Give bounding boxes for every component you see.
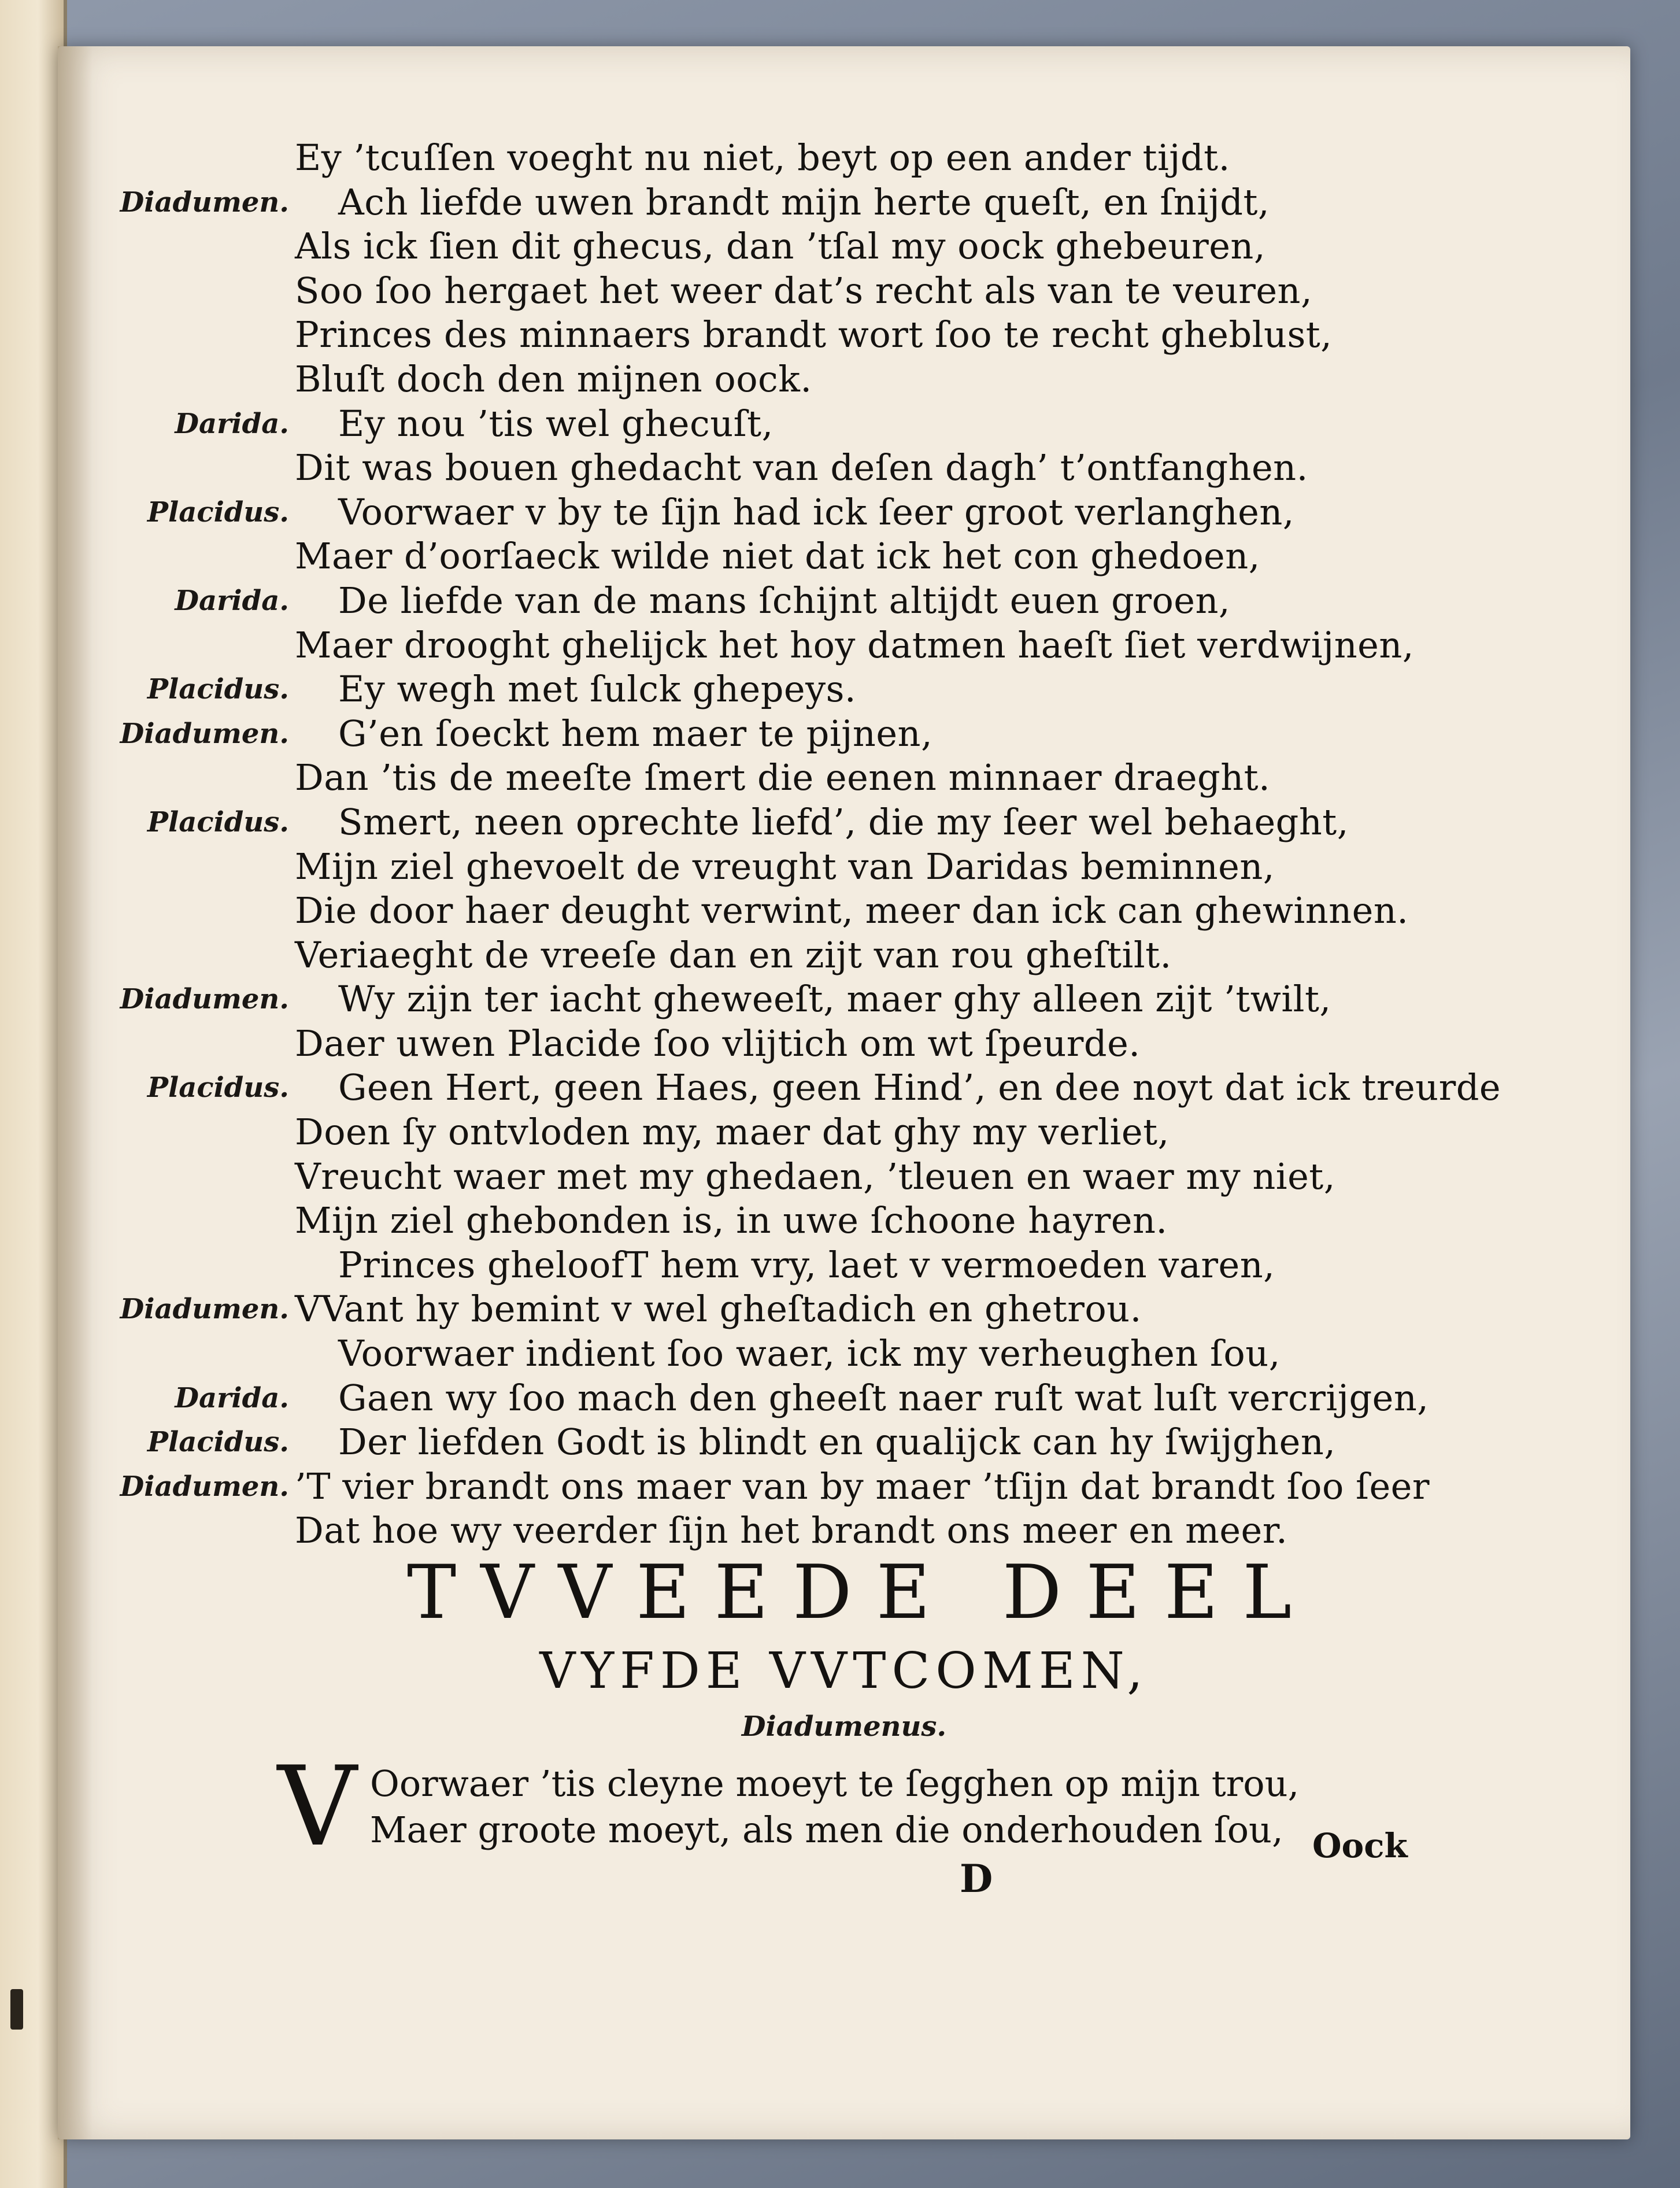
verse-line bbox=[110, 1420, 1440, 1465]
facing-page-edge bbox=[0, 0, 67, 2188]
verse-text: Soo ſoo hergaet het weer dat’s recht als van te veuren, bbox=[295, 269, 1313, 312]
verse-text: Daer uwen Placide ſoo vlijtich om wt ſpeurde. bbox=[295, 1022, 1141, 1065]
verse-line bbox=[110, 446, 1440, 490]
verse-line bbox=[110, 845, 1440, 889]
verse-line bbox=[110, 180, 1440, 225]
verse-line bbox=[110, 224, 1440, 269]
verse-text: Ey nou ’tis wel ghecuſt, bbox=[338, 402, 774, 445]
verse-line bbox=[110, 1022, 1440, 1066]
verse-text: Gaen wy ſoo mach den gheeſt naer ruſt wat luſt vercrijgen, bbox=[338, 1376, 1429, 1419]
speaker-label: Placidus. bbox=[147, 1426, 289, 1459]
verse-line bbox=[110, 977, 1440, 1022]
verse-text: Voorwaer v by te ſijn had ick ſeer groot verlanghen, bbox=[338, 490, 1294, 533]
dialogue-block bbox=[110, 136, 1501, 1553]
verse-line bbox=[110, 136, 1440, 180]
verse-text: Als ick ſien dit ghecus, dan ’tſal my oock ghebeuren, bbox=[295, 225, 1266, 268]
verse-line bbox=[110, 579, 1440, 623]
verse-line bbox=[110, 1155, 1440, 1199]
verse-text: Vreucht waer met my ghedaen, ’tleuen en waer my niet, bbox=[295, 1155, 1335, 1198]
closing-line-2: Maer groote moeyt, als men die onderhouden ſou, bbox=[370, 1809, 1283, 1851]
verse-text: ’T vier brandt ons maer van by maer ’tſijn dat brandt ſoo ſeer bbox=[295, 1465, 1430, 1507]
verse-text: Princes des minnaers brandt wort ſoo te recht gheblust, bbox=[295, 313, 1333, 356]
speaker-label: Placidus. bbox=[147, 673, 289, 706]
verse-text: Smert, neen oprechte liefd’, die my ſeer wel behaeght, bbox=[338, 800, 1349, 843]
speaker-label: Placidus. bbox=[147, 1071, 289, 1104]
speaker-label: Darida. bbox=[175, 407, 289, 440]
verse-text: Die door haer deught verwint, meer dan ick can ghewinnen. bbox=[295, 889, 1409, 932]
speaker-label: Diadumen. bbox=[120, 1470, 289, 1503]
verse-text: Mijn ziel ghebonden is, in uwe ſchoone hayren. bbox=[295, 1199, 1168, 1242]
speaker-label: Diadumen. bbox=[120, 717, 289, 750]
verse-text: Doen ſy ontvloden my, maer dat ghy my verliet, bbox=[295, 1111, 1170, 1154]
speaker-label: Placidus. bbox=[147, 496, 289, 528]
verse-line bbox=[110, 1243, 1440, 1288]
verse-text: Geen Hert, geen Haes, geen Hind’, en dee noyt dat ick treurde bbox=[338, 1066, 1501, 1109]
verse-text: Ey wegh met ſulck ghepeys. bbox=[338, 668, 857, 711]
verse-line bbox=[110, 402, 1440, 446]
verse-line bbox=[110, 1509, 1440, 1553]
verse-line bbox=[110, 534, 1440, 579]
facing-page-mark bbox=[10, 1989, 23, 2030]
verse-text: Dit was bouen ghedacht van deſen dagh’ t’ontfanghen. bbox=[295, 446, 1308, 489]
verse-text: Der liefden Godt is blindt en qualijck can hy ſwijghen, bbox=[338, 1421, 1336, 1463]
verse-line bbox=[110, 623, 1440, 668]
verse-text: De liefde van de mans ſchijnt altijdt euen groen, bbox=[338, 579, 1231, 622]
verse-line bbox=[110, 313, 1440, 357]
verse-text: Dan ’tis de meeſte ſmert die eenen minnaer draeght. bbox=[295, 756, 1271, 799]
verse-line bbox=[110, 1332, 1440, 1376]
verse-text: Dat hoe wy veerder ſijn het brandt ons meer en meer. bbox=[295, 1509, 1288, 1552]
verse-text: Voorwaer indient ſoo waer, ick my verheughen ſou, bbox=[338, 1332, 1281, 1375]
section-subtitle: VYFDE VVTCOMEN, bbox=[539, 1642, 1149, 1700]
speaker-label: Darida. bbox=[175, 1381, 289, 1414]
verse-line bbox=[110, 1287, 1440, 1332]
speaker-label: Diadumen. bbox=[120, 186, 289, 219]
verse-line bbox=[110, 756, 1440, 800]
verse-line bbox=[110, 1110, 1440, 1155]
verse-text: VVant hy bemint v wel gheſtadich en ghetrou. bbox=[295, 1288, 1142, 1330]
speaker-label: Diadumen. bbox=[120, 983, 289, 1016]
closing-line-1: Oorwaer ’tis cleyne moeyt te ſegghen op mijn trou, bbox=[370, 1762, 1300, 1805]
verse-line bbox=[110, 1066, 1501, 1110]
verse-text: Ey ’tcuſſen voeght nu niet, beyt op een ander tijdt. bbox=[295, 136, 1230, 179]
signature-mark: D bbox=[960, 1856, 993, 1901]
verse-text: Ach liefde uwen brandt mijn herte queſt, en ſnijdt, bbox=[338, 180, 1270, 223]
verse-line bbox=[110, 490, 1440, 535]
verse-text: Bluſt doch den mijnen oock. bbox=[295, 357, 812, 400]
verse-line bbox=[110, 712, 1440, 756]
speaker-label: Darida. bbox=[175, 584, 289, 617]
verse-text: Princes gheloofT hem vry, laet v vermoeden varen, bbox=[338, 1243, 1275, 1286]
verse-line bbox=[110, 1465, 1440, 1509]
verse-line bbox=[110, 357, 1440, 402]
section-title: TVVEEDE DEEL bbox=[406, 1550, 1316, 1636]
verse-line bbox=[110, 667, 1440, 712]
verse-line bbox=[110, 1376, 1440, 1421]
speaker-label: Placidus. bbox=[147, 805, 289, 838]
verse-text: Veriaeght de vreeſe dan en zijt van rou gheſtilt. bbox=[295, 933, 1172, 976]
verse-text: Maer drooght ghelijck het hoy datmen haeſt ſiet verdwijnen, bbox=[295, 623, 1414, 666]
drop-cap: V bbox=[277, 1743, 357, 1871]
verse-line bbox=[110, 1199, 1440, 1243]
verse-line bbox=[110, 889, 1440, 933]
section-speaker: Diadumenus. bbox=[741, 1710, 947, 1743]
page-gutter-shadow bbox=[58, 46, 92, 2139]
verse-line bbox=[110, 269, 1440, 313]
verse-text: Wy zijn ter iacht gheweeſt, maer ghy alleen zijt ’twilt, bbox=[338, 978, 1331, 1021]
speaker-label: Diadumen. bbox=[120, 1293, 289, 1326]
catchword: Oock bbox=[1312, 1826, 1408, 1865]
verse-line bbox=[110, 933, 1440, 978]
verse-text: G’en ſoeckt hem maer te pijnen, bbox=[338, 712, 933, 755]
verse-text: Maer d’oorſaeck wilde niet dat ick het con ghedoen, bbox=[295, 535, 1260, 578]
verse-text: Mijn ziel ghevoelt de vreught van Daridas beminnen, bbox=[295, 845, 1275, 888]
verse-line bbox=[110, 800, 1440, 845]
